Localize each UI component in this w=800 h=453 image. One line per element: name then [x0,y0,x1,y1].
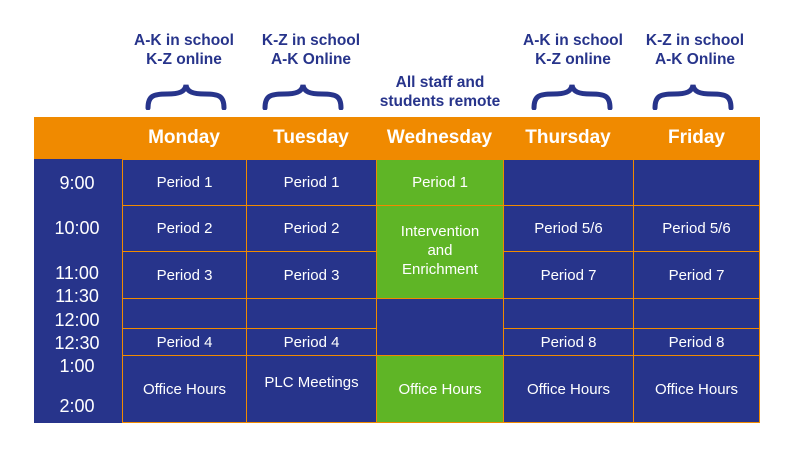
brace-thursday [531,82,613,110]
brace-monday [145,82,227,110]
cell-label: PLC Meetings [264,374,359,391]
note-friday-line1: K-Z in school [645,32,745,49]
cell-label: Period 7 [668,266,725,284]
day-friday: Friday [667,127,726,148]
cell-label: Period 2 [283,220,340,237]
note-monday [122,31,246,69]
cell-label: Period 2 [156,220,213,237]
cell-label-line: and [427,242,453,259]
cell-thursday-lunch [503,298,634,329]
cell-monday-period-2 [122,205,247,252]
cell-label: Period 1 [283,174,340,191]
cell-tuesday-period-1 [246,159,377,206]
day-wednesday: Wednesday [386,127,493,148]
note-thursday [503,31,643,69]
cell-label: Period 5/6 [534,220,603,237]
time-label: 2:00 [59,396,95,416]
note-tuesday-line2: A-K Online [270,51,352,68]
cell-monday-period-4 [122,328,247,356]
note-tuesday-line1: K-Z in school [261,32,361,49]
brace-tuesday [262,82,344,110]
time-label: 12:30 [54,333,100,353]
note-wednesday [360,73,520,111]
cell-thursday-period-7 [503,251,634,299]
cell-label-line: Enrichment [402,261,478,278]
cell-monday-period-1 [122,159,247,206]
cell-label: Period 8 [668,333,725,351]
cell-thursday-period-8 [503,328,634,356]
cell-label: Period 3 [283,266,340,284]
cell-label: Period 3 [156,266,213,284]
cell-friday-period-8 [633,328,760,356]
cell-label: Office Hours [142,380,227,398]
note-thursday-line1: A-K in school [523,32,623,49]
cell-label: Period 1 [412,174,468,191]
cell-label: Period 4 [156,333,213,351]
cell-tuesday-plc-meetings [246,355,377,423]
cell-label: Period 8 [540,333,597,351]
cell-monday-period-3 [122,251,247,299]
cell-thursday-period-5-6 [503,205,634,252]
day-monday: Monday [148,127,220,148]
cell-thursday-office-hours [503,355,634,423]
cell-wednesday-break [376,298,504,356]
cell-label: Office Hours [526,380,611,398]
cell-label: Period 5/6 [662,220,731,237]
time-label: 9:00 [59,173,95,193]
day-tuesday: Tuesday [273,127,349,148]
time-label: 11:30 [55,286,99,306]
cell-friday-period-7 [633,251,760,299]
cell-friday-empty [633,159,760,206]
time-label: 10:00 [54,218,100,238]
cell-friday-lunch [633,298,760,329]
cell-tuesday-lunch [246,298,377,329]
note-wednesday-line2: students remote [379,93,501,110]
brace-friday [652,82,734,110]
cell-wednesday-office-hours [376,355,504,423]
note-monday-line1: A-K in school [134,32,234,49]
cell-tuesday-period-3 [246,251,377,299]
note-friday-line2: A-K Online [654,51,736,68]
cell-friday-period-5-6 [633,205,760,252]
time-label: 12:00 [54,310,100,330]
cell-label-line: Intervention [400,223,480,240]
cell-friday-office-hours [633,355,760,423]
note-friday [630,31,760,69]
note-tuesday [246,31,376,69]
cell-label: Office Hours [654,380,739,398]
cell-wednesday-intervention-enrichment [376,205,504,299]
cell-thursday-empty [503,159,634,206]
cell-wednesday-period-1 [376,159,504,206]
time-label: 11:00 [55,263,99,283]
note-thursday-line2: K-Z online [535,51,611,68]
cell-monday-lunch [122,298,247,329]
cell-monday-office-hours [122,355,247,423]
cell-label: Period 4 [283,333,340,351]
note-wednesday-line1: All staff and [395,74,485,91]
cell-label: Period 7 [540,266,597,284]
note-monday-line2: K-Z online [146,51,222,68]
cell-label: Office Hours [398,380,482,398]
cell-tuesday-period-4 [246,328,377,356]
time-label: 1:00 [59,356,95,376]
cell-label: Period 1 [156,174,213,191]
cell-tuesday-period-2 [246,205,377,252]
day-thursday: Thursday [525,127,611,148]
